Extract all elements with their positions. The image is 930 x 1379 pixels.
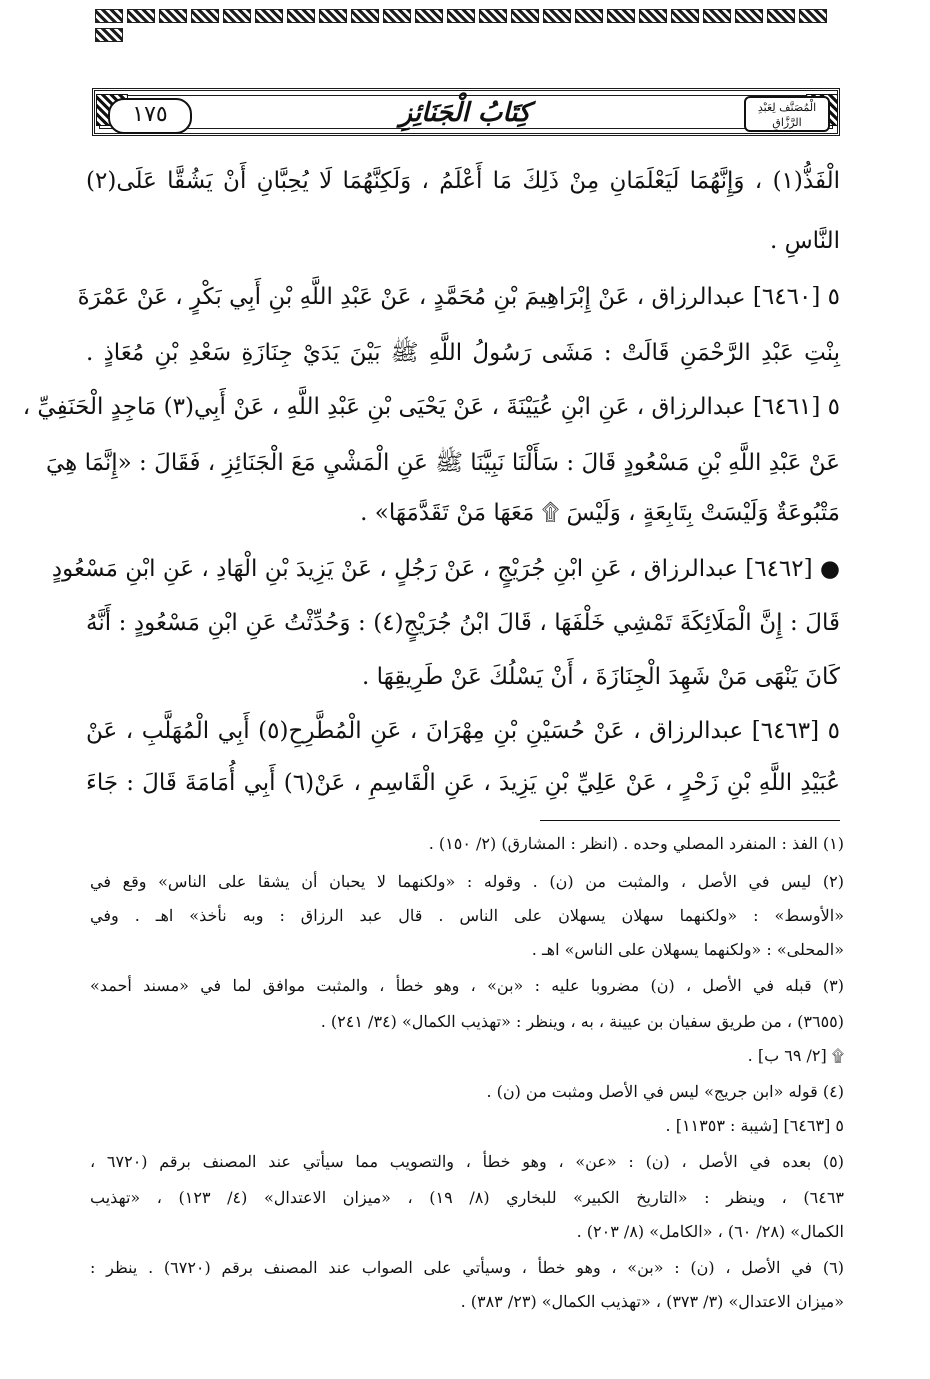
text-line: بِنْتِ عَبْدِ الرَّحْمَنِ قَالَتْ : مَشَى رَسُولُ اللَّهِ ﷺ بَيْنَ يَدَيْ جِنَازَةِ سَعْدِ بْنِ مُعَاذٍ . — [86, 340, 840, 366]
footnote: (٢) ليس في الأصل ، والمثبت من (ن) . وقوله : «ولكنهما لا يحبان أن يشقا على الناس» وقع في — [90, 872, 844, 891]
footnote: (٣٦٥٥) ، من طريق سفيان بن عيينة ، به ، وينظر : «تهذيب الكمال» (٣٤/ ٢٤١) . — [320, 1012, 844, 1031]
text-line: عَنْ عَبْدِ اللَّهِ بْنِ مَسْعُودٍ قَالَ : سَأَلْنَا نَبِيَّنَا ﷺ عَنِ الْمَشْيِ مَعَ الْجَنَائِزِ ، فَقَالَ : «إِنَّمَا هِيَ — [45, 450, 840, 476]
footnote: (١) الفذ : المنفرد المصلي وحده . (انظر : المشارق) (٢/ ١٥٠) . — [428, 834, 844, 853]
text-line: قَالَ : إِنَّ الْمَلَائِكَةَ تَمْشِي خَلْفَهَا ، قَالَ ابْنُ جُرَيْجٍ(٤) : وَحُدِّثْتُ عَنِ ابْنِ مَسْعُودٍ : أَنَّهُ — [86, 610, 840, 636]
hadith-line: ٥ [٦٤٦٠] عبدالرزاق ، عَنْ إِبْرَاهِيمَ بْنِ مُحَمَّدٍ ، عَنْ عَبْدِ اللَّهِ بْنِ أَبِي بَكْرٍ ، عَنْ عَمْرَةَ — [77, 284, 840, 310]
top-ornament — [95, 8, 837, 22]
footnote: (٥) بعده في الأصل ، (ن) : «عن» ، وهو خطأ ، والتصويب مما سيأتي عند المصنف برقم (٦٧٢٠ ، — [90, 1152, 845, 1171]
hadith-line: ● [٦٤٦٢] عبدالرزاق ، عَنِ ابْنِ جُرَيْجٍ ، عَنْ رَجُلٍ ، عَنْ يَزِيدَ بْنِ الْهَادِ ، عَنِ ابْنِ مَسْعُودٍ — [51, 556, 840, 582]
text-line: عُبَيْدِ اللَّهِ بْنِ زَحْرٍ ، عَنْ عَلِيِّ بْنِ يَزِيدَ ، عَنِ الْقَاسِمِ ، عَنْ(٦) أَبِي أُمَامَةَ قَالَ : جَاءَ — [86, 770, 840, 796]
footnote: «ميزان الاعتدال» (٣/ ٣٧٣) ، «تهذيب الكمال» (٢٣/ ٣٨٣) . — [460, 1292, 844, 1311]
text-line: النَّاسِ . — [769, 228, 840, 254]
footnote: (٣) قبله في الأصل ، (ن) مضروبا عليه : «بن» ، وهو خطأ ، والمثبت موافق لما في «مسند أحمد» — [90, 976, 845, 995]
footnote: ۩ [٢/ ٦٩ ب] . — [747, 1046, 844, 1065]
hadith-line: ٥ [٦٤٦٣] عبدالرزاق ، عَنْ حُسَيْنِ بْنِ مِهْرَانَ ، عَنِ الْمُطَّرِحِ(٥) أَبِي الْمُهَلَّبِ ، عَنْ — [86, 718, 840, 744]
footnote: (٤) قوله «ابن جريج» ليس في الأصل ومثبت من (ن) . — [486, 1082, 844, 1101]
footnote: ٥ [٦٤٦٣] [شيبة : ١١٣٥٣] . — [665, 1116, 844, 1135]
page-number: ١٧٥ — [108, 98, 192, 134]
book-cartouche: الْمُصَنَّف لِعَبْدِ الرَّزَّاقِ — [744, 96, 830, 132]
footnote: «المحلى» : «ولكنهما يسهلان على الناس» اهـ . — [531, 940, 844, 959]
text-line: مَتْبُوعَةٌ وَلَيْسَتْ بِتَابِعَةٍ ، وَلَيْسَ ۩ مَعَهَا مَنْ تَقَدَّمَهَا» . — [360, 500, 840, 526]
footnote: (٦) في الأصل ، (ن) : «بن» ، وهو خطأ ، وسيأتي على الصواب عند المصنف برقم (٦٧٢٠) . ينظر : — [90, 1258, 844, 1277]
footnote: «الأوسط» : «ولكنهما سهلان يسهلان على الناس . قال عبد الرزاق : وبه نأخذ» اهـ . وفي — [90, 906, 844, 925]
text-line: كَانَ يَنْهَى مَنْ شَهِدَ الْجِنَازَةَ ، أَنْ يَسْلُكَ عَنْ طَرِيقِهَا . — [361, 664, 840, 690]
hadith-line: ٥ [٦٤٦١] عبدالرزاق ، عَنِ ابْنِ عُيَيْنَةَ ، عَنْ يَحْيَى بْنِ عَبْدِ اللَّهِ ، عَنْ أَبِي(٣) مَاجِدٍ الْحَنَفِيِّ ، — [22, 394, 840, 420]
footnote-divider — [540, 820, 840, 821]
book-title: كِتَابُ الْجَنَائِزِ — [399, 98, 531, 128]
footnote: ٦٤٦٣) ، وينظر : «التاريخ الكبير» للبخاري (٨/ ١٩) ، «ميزان الاعتدال» (٤/ ١٢٣) ، «تهذيب — [90, 1188, 844, 1207]
footnote: الكمال» (٢٨/ ٦٠) ، «الكامل» (٨/ ٢٠٣) . — [576, 1222, 844, 1241]
text-line: الْفَذُّ(١) ، وَإِنَّهُمَا لَيَعْلَمَانِ مِنْ ذَلِكَ مَا أَعْلَمُ ، وَلَكِنَّهُمَا لَا يُحِبَّانِ أَنْ يَشُقَّا عَلَى(٢) — [86, 168, 840, 194]
